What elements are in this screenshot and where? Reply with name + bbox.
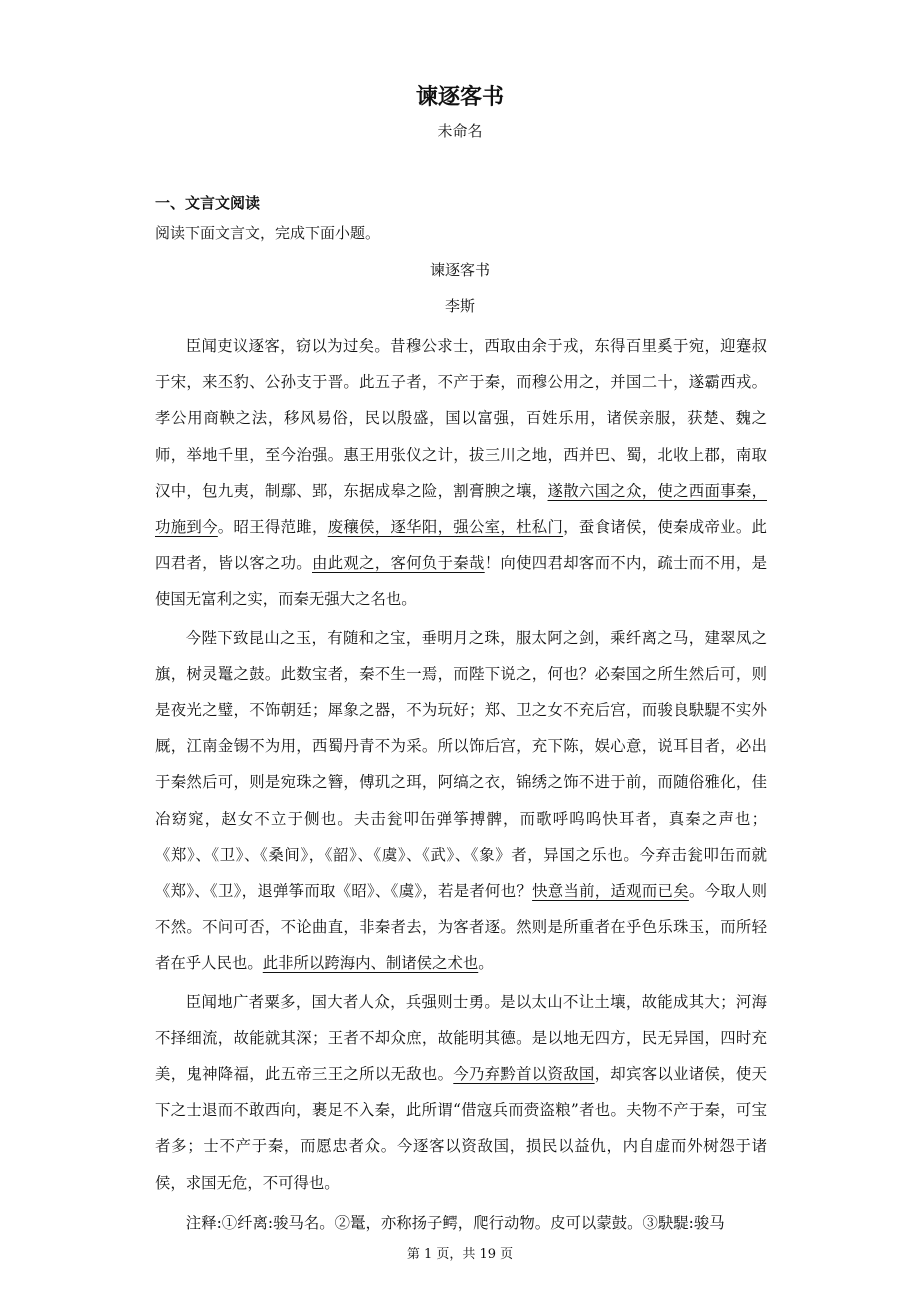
passage-paragraph <box>155 328 767 618</box>
text-segment: ，蚕食诸侯，使秦成帝业。此四君者，皆以客之功。 <box>155 518 767 573</box>
page-indicator: 第 1 页，共 19 页 <box>406 1247 514 1262</box>
passage-note: 注释:①纤离:骏马名。②鼍，亦称扬子鳄，爬行动物。皮可以蒙鼓。③駃騠:骏马 <box>185 1213 725 1232</box>
text-segment: 臣闻地广者粟多，国大者人众，兵强则士勇。是以太山不让土壤，故能成其大；河海不择细流，故能就其深；王者不却众庶，故能明其德。是以地无四方，民无异国，四时充美，鬼神降福，此五帝三王之所以无敌也。 <box>155 992 767 1084</box>
text-segment: 。今取人则不然。不问可否，不论曲直，非秦者去，为客者逐。然则是所重者在乎色乐珠玉，而所轻者在乎人民也。 <box>155 882 767 973</box>
text-segment: ，却宾客以业诸侯，使天下之士退而不敢西向，裹足不入秦，此所谓“借寇兵而赍盗粮”者也。夫物不产于秦，可宝者多；士不产于秦，而愿忠者众。今逐客以资敌国，损民以益仇，内自虚而外树怨于诸侯，求国无危，不可得也。 <box>155 1065 767 1192</box>
passage-body <box>155 328 767 1243</box>
text-segment: 。 <box>478 954 494 973</box>
underlined-sentence: 今乃弃黔首以资敌国 <box>453 1065 595 1084</box>
passage-title: 谏逐客书 <box>429 261 490 279</box>
document-title: 谏逐客书 <box>415 85 504 110</box>
section-heading: 一、文言文阅读 <box>155 194 261 212</box>
underlined-sentence: 遂散六国之众，使之西面事秦，功施到今 <box>155 481 767 537</box>
passage-paragraph <box>155 620 767 982</box>
text-segment: 。昭王得范雎， <box>217 518 328 537</box>
document-author: 未命名 <box>437 122 483 140</box>
passage-paragraph <box>155 984 767 1201</box>
underlined-sentence: 由此观之，客何负于秦哉 <box>312 554 485 573</box>
text-segment: ！向使四君却客而不内，疏士而不用，是使国无富利之实，而秦无强大之名也。 <box>155 554 767 609</box>
underlined-sentence: 此非所以跨海内、制诸侯之术也 <box>262 954 479 973</box>
text-segment: 今陛下致昆山之玉，有随和之宝，垂明月之珠，服太阿之剑，乘纤离之马，建翠凤之旗，树灵鼍之鼓。此数宝者，秦不生一焉，而陛下说之，何也？必秦国之所生然后可，则是夜光之璧，不饰朝廷；犀象之器，不为玩好；郑、卫之女不充后宫，而骏良駃騠不实外厩，江南金锡不为用，西蜀丹青不为采。所以饰后宫，充下陈，娱心意，说耳目者，必出于秦然后可，则是宛珠之簪，傅玑之珥，阿缟之衣，锦绣之饰不进于前，而随俗雅化，佳冶窈窕，赵女不立于侧也。夫击瓮叩缶弹筝搏髀，而歌呼呜呜快耳者，真秦之声也；《郑》、《卫》、《桑间》，《韶》、《虞》、《武》、《象》者，异国之乐也。今弃击瓮叩缶而就《郑》、《卫》，退弹筝而取《昭》、《虞》，若是者何也？ <box>155 628 767 901</box>
passage-author: 李斯 <box>444 297 475 315</box>
text-segment: 臣闻吏议逐客，窃以为过矣。昔穆公求士，西取由余于戎，东得百里奚于宛，迎蹇叔于宋，来丕豹、公孙支于晋。此五子者，不产于秦，而穆公用之，并国二十，遂霸西戎。孝公用商鞅之法，移风易俗，民以殷盛，国以富强，百姓乐用，诸侯亲服，获楚、魏之师，举地千里，至今治强。惠王用张仪之计，拔三川之地，西并巴、蜀，北收上郡，南取汉中，包九夷，制鄢、郢，东据成皋之险，割膏腴之壤， <box>155 337 767 500</box>
section-instruction: 阅读下面文言文，完成下面小题。 <box>155 224 381 242</box>
underlined-sentence: 废穰侯，逐华阳，强公室，杜私门 <box>327 518 564 537</box>
underlined-sentence: 快意当前，适观而已矣 <box>532 882 689 901</box>
